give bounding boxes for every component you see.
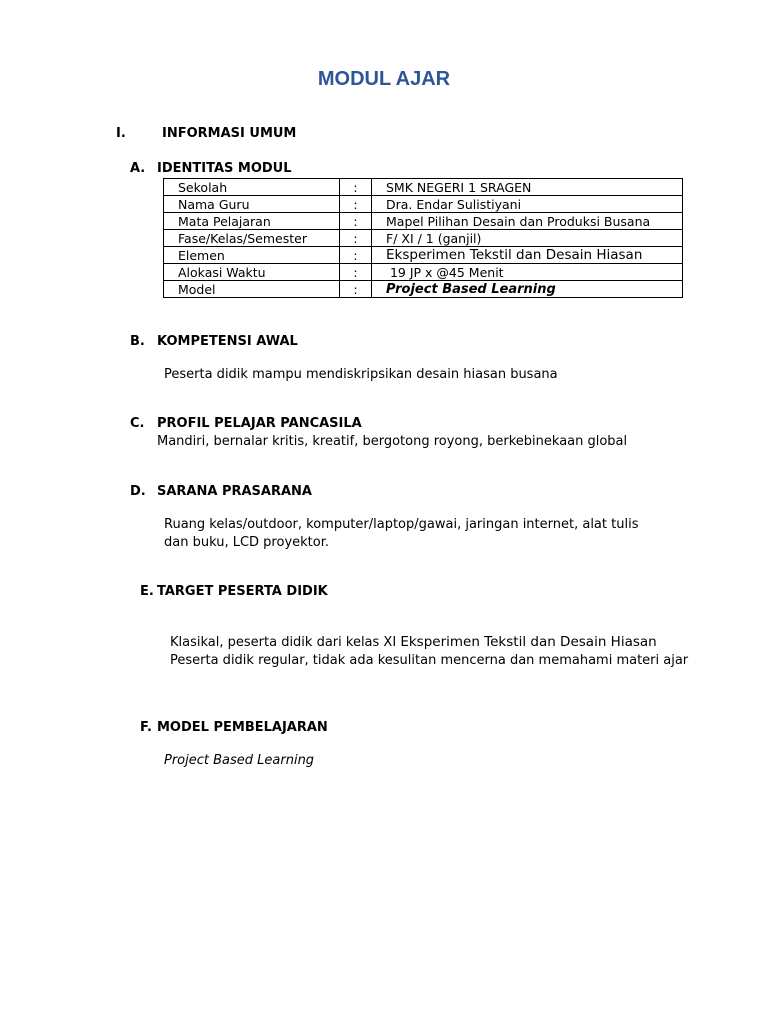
table-row [164, 264, 683, 281]
table-cell-separator: : [340, 196, 372, 213]
subsection-heading: PROFIL PELAJAR PANCASILA [157, 416, 362, 431]
table-cell-separator: : [340, 281, 372, 298]
subsection-letter: F. [140, 720, 152, 735]
subsection-letter: E. [140, 584, 154, 599]
table-cell-separator: : [340, 179, 372, 196]
target-text-line1-prefix: Klasikal, peserta didik dari kelas XI [170, 635, 401, 650]
document-title: MODUL AJAR [317, 68, 451, 90]
sarana-text-line2: dan buku, LCD proyektor. [164, 535, 329, 550]
table-row [164, 230, 683, 247]
subsection-heading: SARANA PRASARANA [157, 484, 312, 499]
model-text: Project Based Learning [164, 753, 315, 768]
table-cell-label: Elemen [164, 247, 340, 264]
table-cell-value: Mapel Pilihan Desain dan Produksi Busana [372, 213, 683, 230]
kompetensi-text: Peserta didik mampu mendiskripsikan desain hiasan busana [164, 367, 558, 382]
table-cell-separator: : [340, 213, 372, 230]
table-cell-value: 19 JP x @45 Menit [372, 264, 683, 281]
target-text-line1 [170, 633, 657, 652]
table-row [164, 247, 683, 264]
table-cell-value: Eksperimen Tekstil dan Desain Hiasan [372, 247, 683, 264]
table-cell-separator: : [340, 264, 372, 281]
table-cell-separator: : [340, 247, 372, 264]
identitas-table [163, 178, 683, 298]
table-cell-value: F/ XI / 1 (ganjil) [372, 230, 683, 247]
table-row [164, 179, 683, 196]
table-cell-value: Project Based Learning [372, 281, 683, 298]
target-text-line1-element: Eksperimen Tekstil dan Desain Hiasan [400, 634, 657, 650]
profil-text: Mandiri, bernalar kritis, kreatif, bergotong royong, berkebinekaan global [157, 434, 628, 449]
table-cell-value: SMK NEGERI 1 SRAGEN [372, 179, 683, 196]
subsection-heading: KOMPETENSI AWAL [157, 334, 298, 349]
subsection-heading: MODEL PEMBELAJARAN [157, 720, 328, 735]
table-row [164, 281, 683, 298]
section-heading: INFORMASI UMUM [162, 126, 297, 141]
subsection-heading: TARGET PESERTA DIDIK [157, 584, 328, 599]
table-row [164, 196, 683, 213]
subsection-letter: D. [130, 484, 146, 499]
subsection-heading: IDENTITAS MODUL [157, 161, 292, 176]
sarana-text-line1: Ruang kelas/outdoor, komputer/laptop/gawai, jaringan internet, alat tulis [164, 517, 639, 532]
table-cell-label: Mata Pelajaran [164, 213, 340, 230]
table-cell-label: Alokasi Waktu [164, 264, 340, 281]
table-cell-label: Model [164, 281, 340, 298]
table-cell-separator: : [340, 230, 372, 247]
section-number: I. [116, 126, 126, 141]
table-cell-label: Nama Guru [164, 196, 340, 213]
subsection-letter: C. [130, 416, 145, 431]
subsection-letter: A. [130, 161, 146, 176]
subsection-letter: B. [130, 334, 145, 349]
table-row [164, 213, 683, 230]
target-text-line2: Peserta didik regular, tidak ada kesulitan mencerna dan memahami materi ajar [170, 653, 689, 668]
table-cell-label: Sekolah [164, 179, 340, 196]
table-cell-label: Fase/Kelas/Semester [164, 230, 340, 247]
table-cell-value: Dra. Endar Sulistiyani [372, 196, 683, 213]
